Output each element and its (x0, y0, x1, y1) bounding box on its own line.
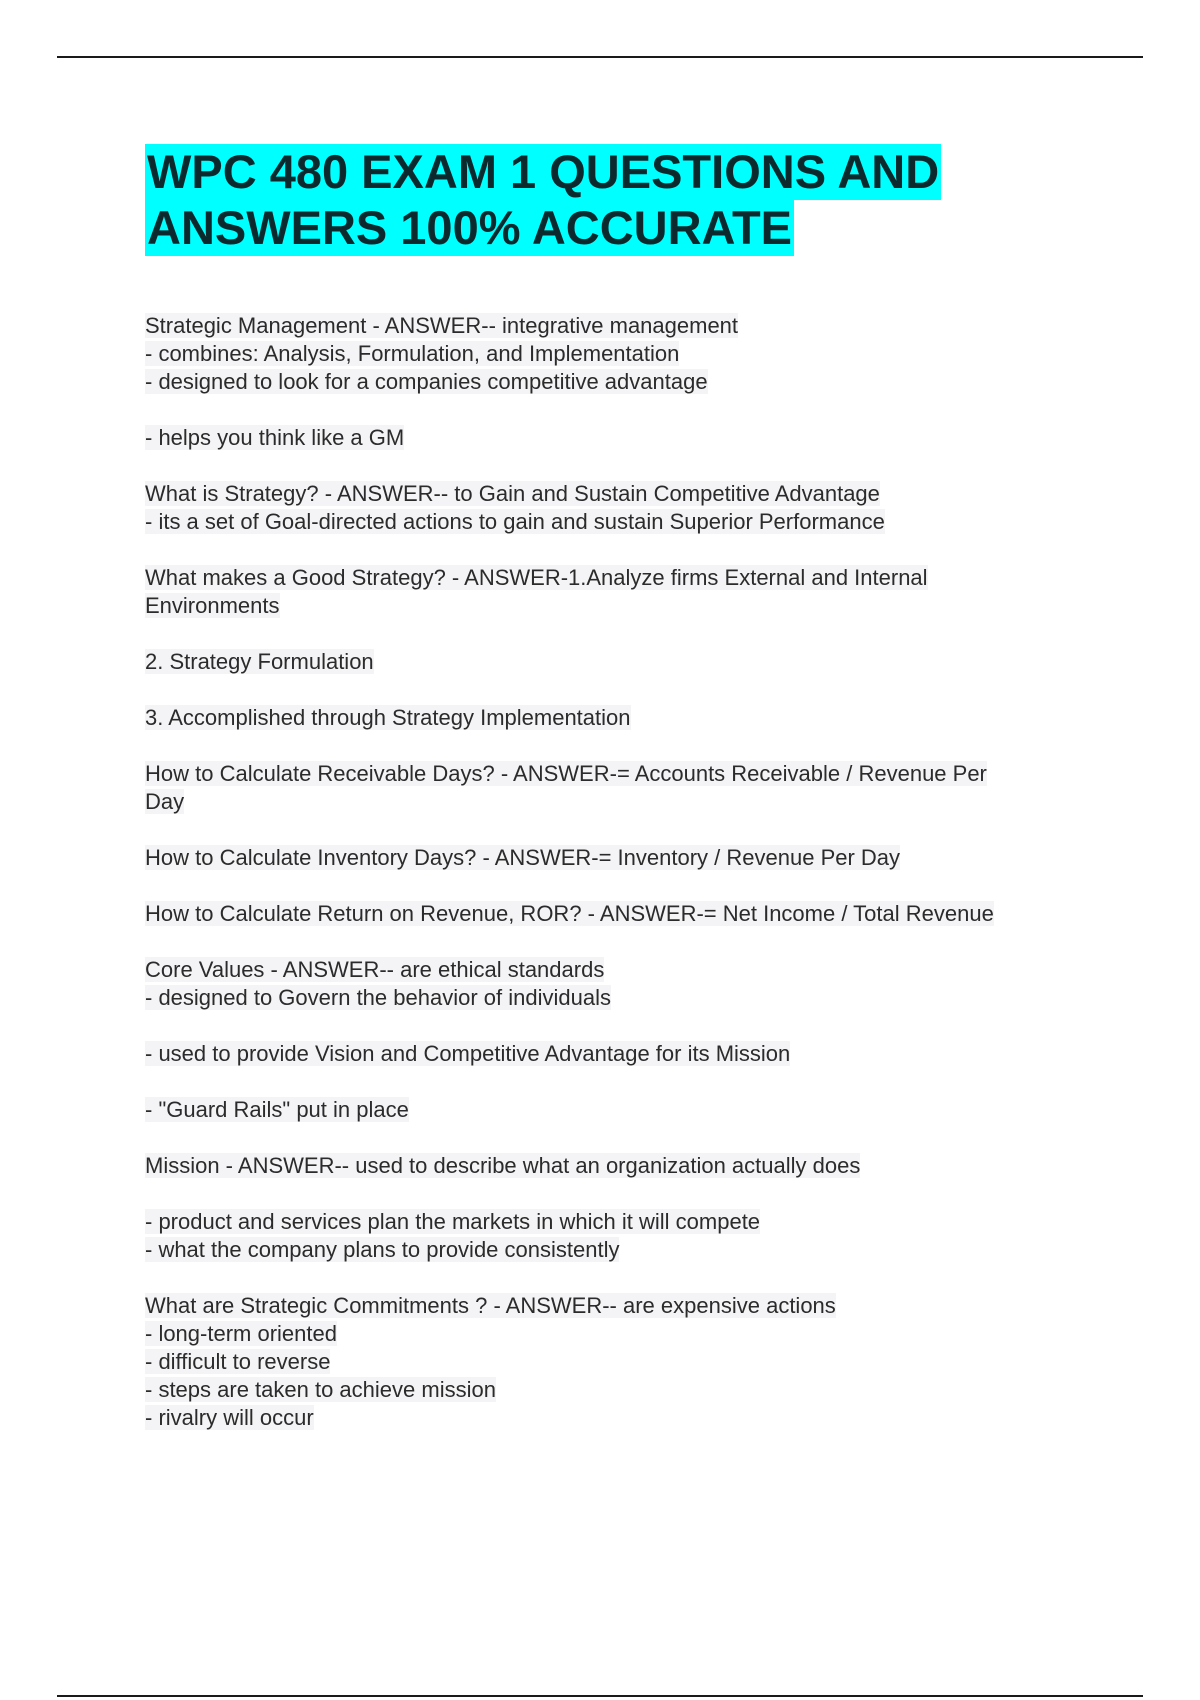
text-line (145, 424, 1145, 452)
qa-paragraph (145, 900, 1145, 928)
text-line (145, 900, 1145, 928)
qa-paragraph (145, 480, 1145, 536)
text-line (145, 592, 1145, 620)
text-line-content: Core Values - ANSWER-- are ethical standards (145, 957, 605, 982)
top-rule (57, 56, 1143, 58)
text-line (145, 1348, 1145, 1376)
bottom-rule (57, 1695, 1143, 1697)
text-line (145, 1040, 1145, 1068)
text-line-content: - designed to Govern the behavior of individuals (145, 985, 611, 1010)
qa-paragraph (145, 704, 1145, 732)
document-title (145, 144, 1045, 256)
text-line (145, 788, 1145, 816)
text-line-content: 3. Accomplished through Strategy Implementation (145, 705, 631, 730)
text-line (145, 368, 1145, 396)
text-line-content: - designed to look for a companies competitive advantage (145, 369, 708, 394)
text-line (145, 564, 1145, 592)
text-line (145, 648, 1145, 676)
text-line-content: - "Guard Rails" put in place (145, 1097, 409, 1122)
text-line (145, 508, 1145, 536)
text-line-content: How to Calculate Return on Revenue, ROR? - ANSWER-= Net Income / Total Revenue (145, 901, 994, 926)
text-line (145, 760, 1145, 788)
qa-paragraph (145, 1096, 1145, 1124)
qa-paragraph (145, 648, 1145, 676)
text-line-content: - rivalry will occur (145, 1405, 314, 1430)
text-line-content: - long-term oriented (145, 1321, 337, 1346)
text-line (145, 984, 1145, 1012)
text-line (145, 844, 1145, 872)
text-line (145, 1152, 1145, 1180)
qa-paragraph (145, 424, 1145, 452)
text-line-content: Day (145, 789, 185, 814)
text-line-content: - difficult to reverse (145, 1349, 331, 1374)
text-line-content: - used to provide Vision and Competitive Advantage for its Mission (145, 1041, 791, 1066)
qa-paragraph (145, 1208, 1145, 1264)
text-line (145, 1376, 1145, 1404)
text-line (145, 1404, 1145, 1432)
text-line-content: What is Strategy? - ANSWER-- to Gain and Sustain Competitive Advantage (145, 481, 880, 506)
text-line-content: How to Calculate Receivable Days? - ANSWER-= Accounts Receivable / Revenue Per (145, 761, 987, 786)
qa-paragraph (145, 1040, 1145, 1068)
qa-paragraph (145, 312, 1145, 396)
qa-content (145, 312, 1145, 1460)
text-line-content: Mission - ANSWER-- used to describe what an organization actually does (145, 1153, 861, 1178)
text-line-content: - combines: Analysis, Formulation, and Implementation (145, 341, 680, 366)
text-line-content: 2. Strategy Formulation (145, 649, 374, 674)
text-line-content: What makes a Good Strategy? - ANSWER-1.Analyze firms External and Internal (145, 565, 928, 590)
text-line (145, 340, 1145, 368)
text-line-content: Environments (145, 593, 280, 618)
text-line (145, 480, 1145, 508)
title-line-2: ANSWERS 100% ACCURATE (147, 201, 793, 254)
text-line (145, 1236, 1145, 1264)
text-line-content: What are Strategic Commitments ? - ANSWER-- are expensive actions (145, 1293, 836, 1318)
text-line (145, 1208, 1145, 1236)
text-line (145, 1292, 1145, 1320)
text-line-content: How to Calculate Inventory Days? - ANSWER-= Inventory / Revenue Per Day (145, 845, 901, 870)
text-line-content: - helps you think like a GM (145, 425, 405, 450)
qa-paragraph (145, 844, 1145, 872)
text-line (145, 956, 1145, 984)
text-line-content: - what the company plans to provide consistently (145, 1237, 620, 1262)
text-line (145, 1320, 1145, 1348)
text-line (145, 704, 1145, 732)
qa-paragraph (145, 1152, 1145, 1180)
qa-paragraph (145, 956, 1145, 1012)
text-line-content: Strategic Management - ANSWER-- integrative management (145, 313, 739, 338)
qa-paragraph (145, 564, 1145, 620)
text-line (145, 1096, 1145, 1124)
text-line-content: - its a set of Goal-directed actions to gain and sustain Superior Performance (145, 509, 885, 534)
text-line (145, 312, 1145, 340)
text-line-content: - steps are taken to achieve mission (145, 1377, 496, 1402)
title-line-1: WPC 480 EXAM 1 QUESTIONS AND (147, 145, 940, 198)
qa-paragraph (145, 760, 1145, 816)
text-line-content: - product and services plan the markets in which it will compete (145, 1209, 761, 1234)
qa-paragraph (145, 1292, 1145, 1432)
